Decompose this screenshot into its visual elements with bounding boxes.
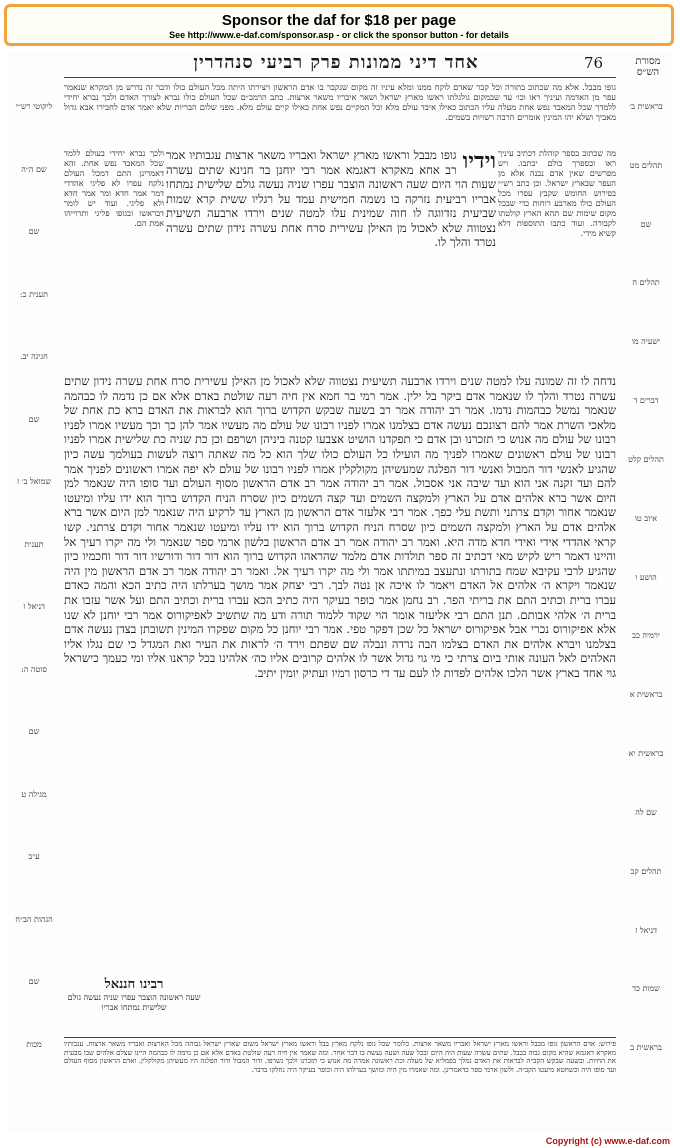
margin-reference-left: תענית: [24, 540, 44, 549]
margin-reference-left: שם: [28, 415, 40, 424]
margin-reference-left: הגהות הב״ח: [15, 915, 53, 924]
margin-reference-right: ירמיה כב: [632, 631, 660, 640]
margin-reference-right: הושע ו: [635, 573, 657, 582]
margin-reference-left: ע״ב: [28, 852, 40, 861]
header-divider: [64, 77, 616, 78]
margin-reference-right: בראשית א: [629, 690, 663, 699]
margin-reference-left: שם: [28, 727, 40, 736]
sponsor-subtitle[interactable]: See http://www.e-daf.com/sponsor.asp - or click the sponsor button - for details: [169, 30, 509, 40]
page-header: [6, 52, 674, 76]
margin-reference-right: דניאל ז: [635, 926, 657, 935]
margin-reference-left: סוטה ה:: [21, 665, 47, 674]
copyright-link[interactable]: Copyright (c) www.e-daf.com: [545, 1136, 670, 1146]
margin-reference-right: תהלים מט: [629, 161, 663, 170]
margin-reference-left: ליקוטי רש״י: [15, 102, 53, 111]
margin-reference-right: בראשית ב׳: [629, 102, 663, 111]
margin-reference-left: שם: [28, 977, 40, 986]
rabbeinu-body: שעה ראשונה הוצבר עפרו שניה נעשה גולם שלישית נמתחו אבריו: [67, 993, 201, 1012]
margin-reference-right: בראשית ב: [630, 1043, 662, 1052]
margin-reference-right: דברים ד: [633, 396, 659, 405]
margin-reference-left: שמואל ב׳ ז: [16, 477, 51, 486]
margin-reference-right: איוב טו: [634, 514, 658, 523]
left-margin-references: [6, 82, 62, 1122]
page-title: אחד דיני ממונות פרק רביעי סנהדרין: [193, 52, 479, 73]
commentary-right: מה שכתוב בספר קוהלת דכתיב עיניך ראו ובספרך כולם יכתבו. ויש מפרשים שאין אדם נבנה אלא מן העפר שבארץ ישראל. וכן כתב רש״י בפירוש החומש שקבץ עפרו מכל העולם כולו מארבע רוחות כדי שבכל מקום שימות שם תהא הארץ קולטתו לקבורה. ועוד כתבו התוספות דלא קשיא מידי.: [498, 148, 616, 238]
right-margin-references: [620, 82, 672, 1122]
margin-heading: מסורת הש״ס: [635, 56, 661, 78]
rabbeinu-chananel-box: [64, 977, 204, 1035]
margin-reference-left: מגילה ט: [21, 790, 47, 799]
gemara-main-column: [166, 148, 496, 368]
page-number: 76: [584, 54, 604, 72]
margin-reference-right: תהלים ח: [632, 278, 660, 287]
margin-reference-left: דניאל ז: [23, 602, 45, 611]
margin-reference-right: שם: [640, 220, 652, 229]
rabbeinu-title: רבינו חננאל: [104, 977, 164, 992]
sponsor-title[interactable]: Sponsor the daf for $18 per page: [221, 12, 457, 29]
gemara-text-top: גופו מבבל וראשו מארץ ישראל ואבריו משאר ארצות עגבותיו אמר רב אחא מאקרא דאגמא אמר רבי יוחנן בר חנינא שתים עשרה שעות הוי היום שעה ראשונה הוצבר עפרו שניה נעשה גולם שלישית נמתחו אבריו רביעית נזרקה בו נשמה חמישית עמד על רגליו ששית קרא שמות שביעית נזדווגה לו חוה שמינית עלו למטה שנים וירדו ארבעה תשיעית נצטווה שלא לאכול מן האילן עשירית סרח אחת עשרה נידון שתים עשרה נטרד והלך לו.: [166, 148, 496, 249]
margin-reference-right: שם לה: [635, 808, 657, 817]
margin-reference-right: תהלים קלט: [628, 455, 664, 464]
sponsor-banner[interactable]: [4, 4, 674, 46]
gemara-text-body: נדחה לו זה שמונה עלו למטה שנים וירדו ארבעה תשיעית נצטווה שלא לאכול מן האילן עשירית סרח אחת עשרה נידון שתים עשרה נטרד והלך לו שנאמר אדם ביקר בל ילין. אמר רמי בר חמא אין חיה רעה שולטת באדם אלא אם כן נדמה לו כבהמה שנאמר נמשל כבהמות נדמו. אמר רב יהודה אמר רב בשעה שבקש הקדוש ברוך הוא לבראות את האדם ברא כת אחת של מלאכי השרת אמר להם רצונכם נעשה אדם בצלמנו אמרו לפניו רבונו של עולם מה מעשיו אמר להן כך וכך מעשיו אמרו לפניו רבונו של עולם מה אנוש כי תזכרנו ובן אדם כי תפקדנו הושיט אצבעו קטנה ביניהן ושרפם וכן כת שניה כת שלישית אמרו לפניו רבונו של עולם ראשונים שאמרו לפניך מה הועילו כל העולם כולו שלך הוא כל מה שאתה רוצה לעשות בעולמך עשה כיון שהגיע לאנשי דור המבול ואנשי דור הפלגה שמעשיהן מקולקלין אמרו לפניו רבונו של עולם לא יפה אמרו ראשונים לפניך אמר להם ועד זקנה אני הוא ועד שיבה אני אסבול. אמר רב יהודה אמר רב אדם הראשון מסוף העולם ועד סופו היה שנאמר למן היום אשר ברא אלהים אדם על הארץ ולמקצה השמים ועד קצה השמים כיון שסרח הניח הקדוש ברוך הוא ידו עליו ומיעטו שנאמר אחור וקדם צרתני ותשת עלי כפך. אמר רבי אלעזר אדם הראשון מן הארץ עד לרקיע היה שנאמר למן היום אשר ברא אלהים אדם על הארץ ולמקצה השמים כיון שסרח הניח הקדוש ברוך הוא ידו עליו ומיעטו שנאמר אחור וקדם צרתני. קשו קראי אהדדי אידי ואידי חדא מדה היא. ואמר רב יהודה אמר רב אדם הראשון בלשון ארמי ספר שנאמר ולי מה יקרו רעיך אל והיינו דאמר ריש לקיש מאי דכתיב זה ספר תולדות אדם מלמד שהראהו הקדוש ברוך הוא דור דור ודורשיו דור דור וחכמיו כיון שהגיע לרבי עקיבא שמח בתורתו ונתעצב במיתתו אמר ולי מה יקרו רעיך אל. ואמר רב יהודה אמר רב אדם הראשון מין היה שנאמר ויקרא ה׳ אלהים אל האדם ויאמר לו איכה אן נטה לבך. רבי יצחק אמר מושך בערלתו היה כתיב הכא והמה כאדם עברו ברית וכתיב התם את בריתי הפר. רב נחמן אמר כופר בעיקר היה כתיב הכא עברו ברית וכתיב התם ועל אשר עזבו את ברית ה׳ אלהי אבותם. תנן התם רבי אליעזר אומר הוי שקוד ללמוד תורה ודע מה שתשיב לאפיקורוס אמר רבי יוחנן לא שנו אלא אפיקורוס נכרי אבל אפיקורוס ישראל כל שכן דפקר טפי. אמר רבי יוחנן כל מקום שפקרו המינין תשובתן בצדן נעשה אדם בצלמנו ויברא אלהים את האדם בצלמו הבה נרדה ונבלה שם שפתם וירד ה׳ לראות את העיר ואת המגדל כי שם נגלו אליו האלהים לאל העונה אותי ביום צרתי כי מי גוי גדול אשר לו אלהים קרובים אליו כה׳ אלהינו בכל קראנו אליו ומי כעמך כישראל גוי אחד בארץ אשר הלכו אלהים לפדות לו לעם עד די כרסון רמיו ועתיק יומין יתיב.: [64, 374, 616, 680]
commentary-left: ולכך נברא יחידי בעולם ללמד שכל המאבד נפש אחת. והא דאמרינן התם דמכל העולם נלקח עפרו לא פליגי אהדדי דמר אמר חדא ומר אמר חדא ולא פליגי. ועוד יש לומר דבראשו ובגופו פליגי ותרוייהו אמת הם.: [64, 148, 164, 228]
margin-reference-left: תענית כ:: [19, 290, 49, 299]
margin-reference-right: ישעיה מו: [631, 337, 661, 346]
footnotes: פירוש: אדם הראשון גופו מבבל וראשו מארץ ישראל ואבריו משאר ארצות. כלומר שכל גופו נלקח מארץ בבל וראשו מארץ ישראל משום שארץ ישראל גבוהה מכל הארצות ואבריו משאר ארצות. עגבותיו מאקרא דאגמא שהיא מקום גבוה בבבל. שתים עשרה שעות היה היום ובכל שעה ושעה נעשה בו דבר אחר. ומה שאמר אין חיה רעה שולטת באדם אלא אם כן נדמה לו כבהמה היינו שצלם אלהים שבו מבעית את החיות. ובשעה שבקש הקב״ה לבראות את האדם נמלך בפמליא של מעלה וכת ראשונה אמרה מה אנוש כי תזכרנו ולכך נשרפו. ודור המבול ודור הפלגה היו מעשיהן מקולקלין. ואדם הראשון מסוף העולם ועד סופו היה וכשחטא מיעטו הקב״ה. ולשון ארמי ספר כדאמרינן. ומה שאמרו מין היה ומושך בערלתו היה וכופר בעיקר היה נחלקו בדבר.: [64, 1040, 616, 1074]
margin-reference-left: שם ה״ה: [21, 165, 47, 174]
margin-reference-left: חגיגה יב.: [20, 352, 48, 361]
margin-reference-left: שם: [28, 227, 40, 236]
margin-reference-left: מכות: [26, 1040, 42, 1049]
margin-reference-right: שמות כד: [632, 984, 660, 993]
talmud-page: [6, 52, 674, 1132]
margin-reference-right: תהלים קכ: [630, 867, 662, 876]
margin-reference-right: בראשית יא: [628, 749, 664, 758]
footnote-divider: [64, 1037, 616, 1038]
opening-word: וידיו: [462, 148, 496, 174]
rashi-commentary: גופו מבבל. אלא מה שכתוב בתורה וכל קבר שאדם לוקח ממנו ומלא עיניו זה מקום שנקבר בו אדם הראשון ויצירתו היתה מכל העולם כולו ודבר זה נדרש מן המקרא שנאמר עפר מן האדמה ועיניך ראו וכו׳ עד שבמקום גולגלתו ראשו מארץ ישראל ושאר איבריו משאר ארצות. כתב הרמב״ם שכל העולם כולו נברא לצורך האדם ולכך נברא יחידי ללמדך שכל המאבד נפש אחת מעלה עליו הכתוב כאילו איבד עולם מלא וכל המקיים נפש אחת כאילו קיים עולם מלא. מפני שלום הבריות שלא יאמר אדם לחבירו אבא גדול מאביך ושלא יהו המינין אומרים הרבה רשויות בשמים.: [64, 82, 616, 122]
